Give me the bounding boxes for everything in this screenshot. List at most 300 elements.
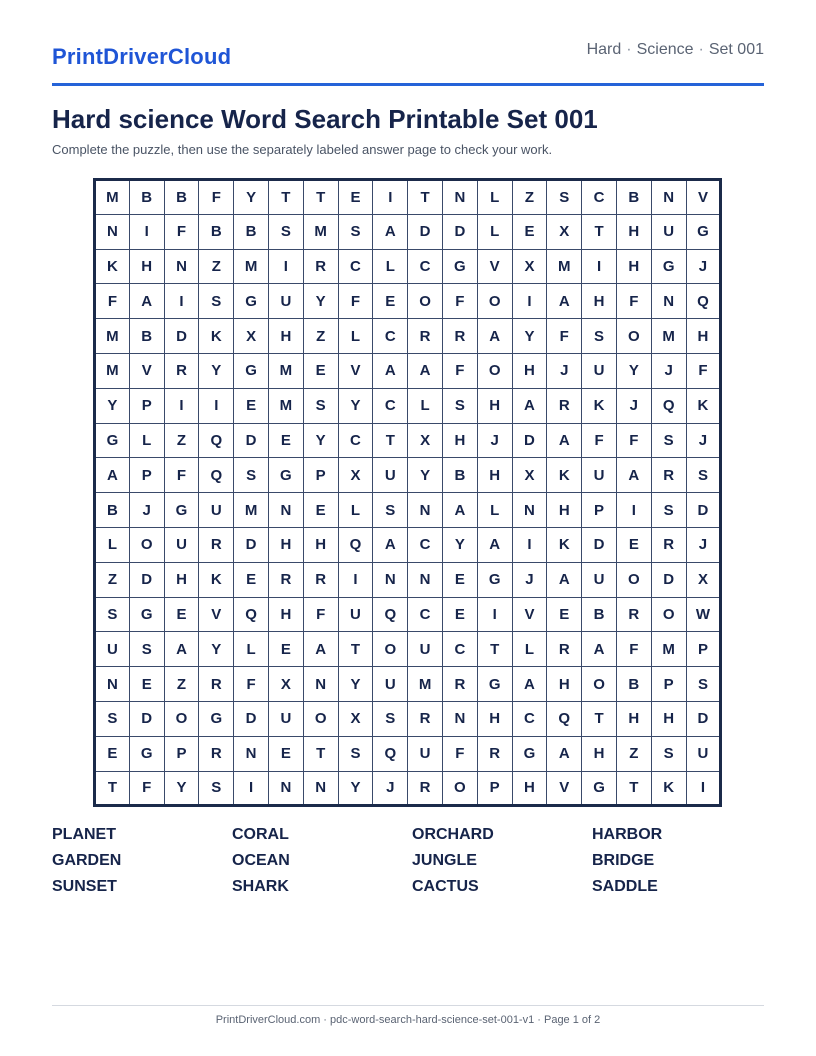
grid-cell: A xyxy=(477,527,512,562)
word-list-item: SHARK xyxy=(232,878,289,895)
word-list-item: ORCHARD xyxy=(412,826,494,843)
grid-cell: X xyxy=(408,423,443,458)
word-list-item: JUNGLE xyxy=(412,852,477,869)
grid-cell: F xyxy=(95,284,130,319)
grid-cell: G xyxy=(234,284,269,319)
grid-cell: T xyxy=(616,771,651,806)
grid-cell: S xyxy=(303,388,338,423)
grid-cell: M xyxy=(95,180,130,215)
grid-cell: I xyxy=(512,527,547,562)
grid-cell: U xyxy=(373,667,408,702)
grid-cell: S xyxy=(268,214,303,249)
grid-cell: J xyxy=(512,562,547,597)
grid-cell: U xyxy=(268,701,303,736)
grid-cell: F xyxy=(442,284,477,319)
grid-cell: D xyxy=(686,493,721,528)
grid-cell: N xyxy=(408,493,443,528)
grid-cell: G xyxy=(199,701,234,736)
grid-cell: B xyxy=(442,458,477,493)
grid-cell: J xyxy=(547,353,582,388)
grid-cell: S xyxy=(129,632,164,667)
grid-cell: H xyxy=(303,527,338,562)
grid-cell: R xyxy=(303,562,338,597)
grid-cell: O xyxy=(651,597,686,632)
grid-cell: G xyxy=(234,353,269,388)
grid-cell: U xyxy=(199,493,234,528)
grid-cell: J xyxy=(373,771,408,806)
grid-cell: B xyxy=(616,180,651,215)
grid-cell: N xyxy=(373,562,408,597)
grid-cell: Z xyxy=(616,736,651,771)
grid-cell: O xyxy=(373,632,408,667)
grid-row xyxy=(95,423,721,458)
grid-cell: S xyxy=(651,423,686,458)
grid-cell: E xyxy=(303,493,338,528)
grid-cell: N xyxy=(651,284,686,319)
grid-cell: A xyxy=(373,353,408,388)
grid-row xyxy=(95,214,721,249)
grid-cell: H xyxy=(616,701,651,736)
grid-cell: K xyxy=(95,249,130,284)
grid-cell: P xyxy=(651,667,686,702)
grid-cell: N xyxy=(268,771,303,806)
grid-cell: R xyxy=(408,319,443,354)
grid-cell: G xyxy=(268,458,303,493)
breadcrumb xyxy=(587,41,764,59)
grid-cell: H xyxy=(547,493,582,528)
grid-row xyxy=(95,458,721,493)
grid-cell: F xyxy=(199,180,234,215)
grid-cell: H xyxy=(477,458,512,493)
grid-cell: I xyxy=(164,388,199,423)
grid-cell: F xyxy=(442,736,477,771)
grid-cell: F xyxy=(164,458,199,493)
grid-cell: F xyxy=(616,423,651,458)
grid-cell: N xyxy=(651,180,686,215)
grid-cell: I xyxy=(164,284,199,319)
grid-cell: J xyxy=(651,353,686,388)
grid-cell: F xyxy=(338,284,373,319)
grid-cell: H xyxy=(268,527,303,562)
grid-cell: L xyxy=(373,249,408,284)
grid-cell: Y xyxy=(442,527,477,562)
word-list-item: GARDEN xyxy=(52,852,122,869)
grid-cell: Y xyxy=(303,284,338,319)
grid-cell: H xyxy=(477,388,512,423)
grid-cell: D xyxy=(512,423,547,458)
grid-cell: A xyxy=(547,562,582,597)
word-list-item: SUNSET xyxy=(52,878,117,895)
grid-cell: G xyxy=(164,493,199,528)
grid-cell: A xyxy=(547,736,582,771)
footer-divider xyxy=(52,1005,764,1006)
grid-cell: S xyxy=(199,771,234,806)
grid-cell: S xyxy=(686,667,721,702)
grid-row xyxy=(95,771,721,806)
grid-cell: O xyxy=(477,284,512,319)
grid-cell: I xyxy=(477,597,512,632)
grid-cell: A xyxy=(164,632,199,667)
grid-cell: X xyxy=(338,701,373,736)
grid-cell: A xyxy=(512,667,547,702)
grid-cell: A xyxy=(477,319,512,354)
grid-cell: S xyxy=(373,701,408,736)
grid-row xyxy=(95,493,721,528)
grid-cell: I xyxy=(512,284,547,319)
grid-cell: C xyxy=(373,319,408,354)
grid-cell: G xyxy=(512,736,547,771)
grid-cell: U xyxy=(582,458,617,493)
grid-cell: T xyxy=(477,632,512,667)
grid-cell: X xyxy=(268,667,303,702)
grid-cell: R xyxy=(477,736,512,771)
grid-cell: J xyxy=(616,388,651,423)
grid-cell: A xyxy=(442,493,477,528)
grid-cell: T xyxy=(268,180,303,215)
grid-cell: M xyxy=(95,319,130,354)
grid-cell: C xyxy=(408,527,443,562)
grid-cell: S xyxy=(373,493,408,528)
breadcrumb-separator: · xyxy=(626,41,632,58)
grid-cell: F xyxy=(547,319,582,354)
grid-cell: Q xyxy=(373,736,408,771)
grid-cell: F xyxy=(129,771,164,806)
grid-cell: X xyxy=(512,249,547,284)
grid-cell: Y xyxy=(338,771,373,806)
grid-cell: T xyxy=(408,180,443,215)
grid-cell: C xyxy=(408,249,443,284)
grid-cell: Z xyxy=(303,319,338,354)
grid-cell: J xyxy=(477,423,512,458)
grid-cell: N xyxy=(442,180,477,215)
grid-cell: Z xyxy=(164,667,199,702)
word-search-grid xyxy=(93,178,722,807)
grid-cell: B xyxy=(616,667,651,702)
grid-cell: H xyxy=(268,597,303,632)
grid-cell: G xyxy=(651,249,686,284)
grid-cell: R xyxy=(268,562,303,597)
grid-cell: N xyxy=(268,493,303,528)
grid-cell: H xyxy=(477,701,512,736)
grid-cell: Y xyxy=(303,423,338,458)
grid-cell: R xyxy=(442,319,477,354)
page-subtitle: Complete the puzzle, then use the separately labeled answer page to check your work. xyxy=(52,142,553,157)
breadcrumb-item-hard[interactable]: Hard xyxy=(586,41,622,58)
grid-cell: C xyxy=(338,423,373,458)
grid-cell: G xyxy=(582,771,617,806)
grid-cell: W xyxy=(686,597,721,632)
grid-cell: E xyxy=(95,736,130,771)
grid-cell: M xyxy=(547,249,582,284)
grid-cell: Y xyxy=(199,353,234,388)
grid-cell: G xyxy=(129,597,164,632)
grid-cell: U xyxy=(582,562,617,597)
grid-cell: S xyxy=(95,701,130,736)
grid-cell: A xyxy=(512,388,547,423)
grid-cell: L xyxy=(477,493,512,528)
grid-cell: M xyxy=(651,632,686,667)
grid-cell: E xyxy=(616,527,651,562)
grid-cell: Q xyxy=(338,527,373,562)
grid-cell: R xyxy=(199,527,234,562)
grid-cell: Q xyxy=(199,458,234,493)
grid-cell: L xyxy=(129,423,164,458)
grid-cell: L xyxy=(477,214,512,249)
grid-cell: X xyxy=(234,319,269,354)
grid-cell: C xyxy=(512,701,547,736)
grid-cell: E xyxy=(268,632,303,667)
grid-cell: H xyxy=(616,214,651,249)
grid-cell: I xyxy=(582,249,617,284)
grid-cell: L xyxy=(95,527,130,562)
grid-cell: Z xyxy=(164,423,199,458)
grid-cell: I xyxy=(338,562,373,597)
grid-cell: U xyxy=(164,527,199,562)
grid-cell: K xyxy=(686,388,721,423)
grid-cell: U xyxy=(686,736,721,771)
brand-logo[interactable]: PrintDriverCloud xyxy=(52,44,232,69)
grid-cell: T xyxy=(303,736,338,771)
grid-cell: P xyxy=(164,736,199,771)
grid-cell: D xyxy=(582,527,617,562)
breadcrumb-item-science[interactable]: Science xyxy=(636,41,694,58)
grid-cell: B xyxy=(199,214,234,249)
grid-row xyxy=(95,736,721,771)
grid-cell: H xyxy=(547,667,582,702)
grid-cell: A xyxy=(547,284,582,319)
grid-cell: Y xyxy=(338,667,373,702)
grid-cell: N xyxy=(164,249,199,284)
grid-cell: H xyxy=(442,423,477,458)
grid-cell: P xyxy=(129,458,164,493)
grid-cell: R xyxy=(408,701,443,736)
breadcrumb-separator: · xyxy=(698,41,704,58)
grid-cell: Y xyxy=(512,319,547,354)
grid-cell: R xyxy=(199,667,234,702)
word-list-item: SADDLE xyxy=(592,878,658,895)
grid-cell: O xyxy=(164,701,199,736)
grid-cell: P xyxy=(477,771,512,806)
grid-cell: C xyxy=(338,249,373,284)
grid-cell: R xyxy=(164,353,199,388)
grid-cell: Y xyxy=(616,353,651,388)
grid-cell: C xyxy=(373,388,408,423)
grid-cell: Q xyxy=(373,597,408,632)
grid-cell: A xyxy=(95,458,130,493)
grid-cell: I xyxy=(268,249,303,284)
grid-cell: X xyxy=(512,458,547,493)
grid-cell: I xyxy=(129,214,164,249)
grid-cell: Y xyxy=(95,388,130,423)
grid-cell: G xyxy=(686,214,721,249)
grid-cell: S xyxy=(686,458,721,493)
grid-cell: U xyxy=(95,632,130,667)
grid-row xyxy=(95,249,721,284)
grid-cell: R xyxy=(547,632,582,667)
grid-cell: L xyxy=(338,493,373,528)
grid-cell: V xyxy=(199,597,234,632)
grid-cell: S xyxy=(234,458,269,493)
page-title: Hard science Word Search Printable Set 001 xyxy=(52,104,598,134)
grid-cell: K xyxy=(582,388,617,423)
grid-cell: E xyxy=(234,562,269,597)
grid-cell: Y xyxy=(199,632,234,667)
grid-cell: M xyxy=(234,249,269,284)
breadcrumb-item-set: Set 001 xyxy=(708,41,764,58)
grid-cell: A xyxy=(303,632,338,667)
grid-cell: A xyxy=(616,458,651,493)
grid-cell: U xyxy=(651,214,686,249)
grid-cell: F xyxy=(686,353,721,388)
grid-cell: N xyxy=(442,701,477,736)
grid-cell: O xyxy=(477,353,512,388)
grid-cell: G xyxy=(95,423,130,458)
grid-cell: T xyxy=(373,423,408,458)
word-list-item: BRIDGE xyxy=(592,852,655,869)
grid-cell: O xyxy=(582,667,617,702)
grid-cell: S xyxy=(651,493,686,528)
grid-cell: H xyxy=(582,736,617,771)
grid-cell: O xyxy=(442,771,477,806)
grid-cell: Y xyxy=(408,458,443,493)
grid-cell: A xyxy=(582,632,617,667)
grid-cell: N xyxy=(303,771,338,806)
grid-cell: Q xyxy=(651,388,686,423)
grid-cell: V xyxy=(129,353,164,388)
grid-cell: N xyxy=(95,667,130,702)
grid-cell: N xyxy=(408,562,443,597)
grid-cell: Z xyxy=(95,562,130,597)
grid-cell: H xyxy=(512,771,547,806)
grid-row xyxy=(95,319,721,354)
word-list-item: HARBOR xyxy=(592,826,663,843)
grid-cell: L xyxy=(477,180,512,215)
grid-cell: L xyxy=(234,632,269,667)
grid-cell: I xyxy=(686,771,721,806)
grid-cell: H xyxy=(164,562,199,597)
grid-cell: S xyxy=(199,284,234,319)
grid-cell: P xyxy=(129,388,164,423)
page-header xyxy=(52,40,764,86)
grid-row xyxy=(95,180,721,215)
grid-cell: B xyxy=(129,180,164,215)
grid-cell: Q xyxy=(686,284,721,319)
grid-cell: V xyxy=(686,180,721,215)
grid-cell: A xyxy=(408,353,443,388)
grid-cell: T xyxy=(582,701,617,736)
grid-cell: V xyxy=(477,249,512,284)
grid-row xyxy=(95,701,721,736)
grid-cell: P xyxy=(686,632,721,667)
word-list-item: CACTUS xyxy=(412,878,479,895)
grid-cell: H xyxy=(129,249,164,284)
grid-cell: B xyxy=(95,493,130,528)
grid-cell: B xyxy=(582,597,617,632)
grid-cell: F xyxy=(303,597,338,632)
grid-cell: B xyxy=(234,214,269,249)
grid-row xyxy=(95,562,721,597)
grid-cell: A xyxy=(373,214,408,249)
grid-cell: O xyxy=(616,319,651,354)
grid-cell: U xyxy=(408,632,443,667)
grid-cell: A xyxy=(129,284,164,319)
grid-cell: Y xyxy=(338,388,373,423)
grid-cell: D xyxy=(234,701,269,736)
grid-cell: H xyxy=(512,353,547,388)
grid-cell: F xyxy=(582,423,617,458)
word-list-item: CORAL xyxy=(232,826,289,843)
grid-cell: D xyxy=(651,562,686,597)
grid-row xyxy=(95,597,721,632)
grid-cell: P xyxy=(582,493,617,528)
grid-row xyxy=(95,353,721,388)
grid-cell: O xyxy=(303,701,338,736)
grid-cell: S xyxy=(95,597,130,632)
grid-row xyxy=(95,284,721,319)
grid-cell: S xyxy=(442,388,477,423)
grid-cell: T xyxy=(582,214,617,249)
grid-cell: C xyxy=(442,632,477,667)
grid-cell: J xyxy=(686,527,721,562)
grid-cell: L xyxy=(338,319,373,354)
grid-cell: G xyxy=(477,562,512,597)
grid-cell: E xyxy=(547,597,582,632)
grid-cell: Q xyxy=(547,701,582,736)
grid-cell: M xyxy=(408,667,443,702)
grid-cell: F xyxy=(442,353,477,388)
grid-cell: K xyxy=(547,527,582,562)
grid-cell: R xyxy=(442,667,477,702)
grid-cell: D xyxy=(129,562,164,597)
grid-cell: H xyxy=(686,319,721,354)
grid-cell: U xyxy=(373,458,408,493)
grid-cell: F xyxy=(234,667,269,702)
grid-cell: D xyxy=(686,701,721,736)
grid-cell: A xyxy=(547,423,582,458)
grid-cell: N xyxy=(303,667,338,702)
grid-cell: F xyxy=(616,284,651,319)
grid-cell: H xyxy=(582,284,617,319)
grid-cell: A xyxy=(373,527,408,562)
grid-cell: M xyxy=(651,319,686,354)
grid-cell: U xyxy=(338,597,373,632)
grid-cell: I xyxy=(616,493,651,528)
grid-cell: H xyxy=(616,249,651,284)
grid-cell: Y xyxy=(234,180,269,215)
grid-cell: T xyxy=(95,771,130,806)
grid-cell: I xyxy=(373,180,408,215)
grid-row xyxy=(95,527,721,562)
grid-cell: I xyxy=(234,771,269,806)
grid-cell: D xyxy=(234,423,269,458)
grid-cell: E xyxy=(129,667,164,702)
grid-cell: P xyxy=(303,458,338,493)
grid-cell: R xyxy=(651,458,686,493)
grid-cell: E xyxy=(442,562,477,597)
grid-cell: S xyxy=(547,180,582,215)
grid-cell: K xyxy=(547,458,582,493)
grid-cell: R xyxy=(303,249,338,284)
grid-cell: B xyxy=(164,180,199,215)
grid-cell: C xyxy=(408,597,443,632)
grid-cell: D xyxy=(129,701,164,736)
grid-cell: V xyxy=(512,597,547,632)
grid-cell: F xyxy=(616,632,651,667)
grid-cell: E xyxy=(164,597,199,632)
grid-cell: E xyxy=(512,214,547,249)
grid-cell: D xyxy=(442,214,477,249)
grid-cell: G xyxy=(442,249,477,284)
